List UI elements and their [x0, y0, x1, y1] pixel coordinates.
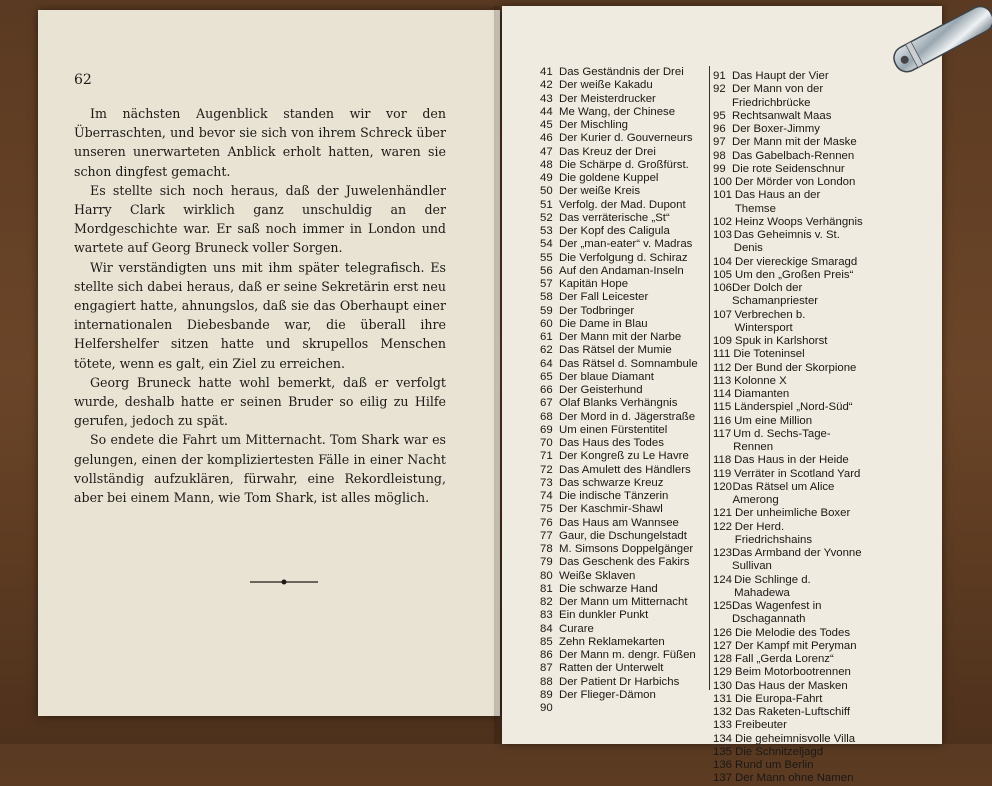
list-item: [540, 397, 710, 410]
list-item-number: 99: [713, 162, 726, 175]
list-item: [540, 278, 710, 291]
list-item-title: Die indische Tänzerin: [559, 490, 669, 502]
list-item-number: 49: [540, 172, 553, 184]
list-item: [540, 623, 710, 636]
list-item-number: 78: [540, 543, 553, 555]
list-item-title: Der Kopf des Caligula: [559, 225, 670, 237]
list-item-title: Die schwarze Hand: [559, 582, 658, 595]
column-divider: [709, 66, 710, 690]
list-item: [540, 159, 710, 172]
list-item-number: 103: [713, 229, 733, 241]
list-item-number: 118: [713, 454, 732, 467]
list-item-number: 120: [713, 480, 733, 493]
list-item-title: Der Mann mit der Maske: [732, 136, 857, 149]
list-item-title: Auf den Andaman-Inseln: [559, 264, 684, 277]
list-item-number: 116: [713, 414, 732, 427]
list-item-title: Das Rätsel d. Somnambule: [559, 357, 698, 370]
list-item: [540, 437, 710, 450]
list-item: [713, 348, 863, 361]
list-item-number: 60: [540, 317, 553, 330]
list-item-title: Curare: [559, 622, 594, 635]
paragraph: Es stellte sich noch heraus, daß der Juwelenhändler Harry Clark wirklich ganz unschuldig an der Mordgeschichte war. Er saß noch immer in London und wartete auf Georg Bruneck voller Sorgen.: [74, 182, 446, 256]
list-item: [713, 521, 863, 548]
list-item-title: Der Geisterhund: [559, 384, 643, 396]
list-item-title: Verbrechen b. Wintersport: [734, 308, 806, 334]
list-item: [713, 176, 863, 189]
list-item-number: 100: [713, 176, 733, 188]
list-item-title: Der viereckige Smaragd: [735, 255, 858, 268]
list-item-title: Das Amulett des Händlers: [559, 463, 691, 476]
list-item-number: 95: [713, 109, 726, 122]
list-item-number: 61: [540, 331, 553, 343]
list-item: [540, 212, 710, 225]
list-item-title: Ein dunkler Punkt: [559, 609, 649, 622]
list-item-number: 92: [713, 83, 726, 96]
list-item-number: 58: [540, 291, 553, 304]
list-item-number: 74: [540, 490, 553, 502]
list-item: [540, 305, 710, 318]
list-item-number: 130: [713, 679, 733, 692]
list-item-title: Der Dolch der Schamanpriester: [732, 282, 819, 308]
list-item-title: Das schwarze Kreuz: [559, 476, 664, 489]
list-item-title: Rechtsanwalt Maas: [732, 109, 832, 122]
list-item-number: 77: [540, 529, 553, 542]
list-item-title: Die Schlinge d. Mahadewa: [734, 573, 811, 599]
list-item-title: Diamanten: [734, 388, 790, 400]
list-item-title: Der Herd. Friedrichshains: [734, 520, 813, 546]
list-item-title: Der Meisterdrucker: [559, 92, 656, 105]
list-item-title: Die geheimnisvolle Villa: [735, 732, 856, 745]
list-item-title: Um einen Fürstentitel: [559, 423, 668, 436]
list-item-title: Das Kreuz der Drei: [559, 145, 656, 158]
list-item: [713, 719, 863, 732]
list-item: [540, 596, 710, 609]
list-item-title: Der weiße Kakadu: [559, 79, 653, 92]
list-item: [713, 335, 863, 348]
list-item: [540, 291, 710, 304]
list-item: [713, 574, 863, 601]
list-item: [540, 66, 710, 79]
list-item-title: Ratten der Unterwelt: [559, 662, 664, 675]
list-item-title: Der Mischling: [559, 119, 628, 131]
list-item-number: 115: [713, 401, 732, 414]
list-item-title: Gaur, die Dschungelstadt: [559, 529, 687, 542]
list-item-title: Die Dame in Blau: [559, 317, 648, 330]
list-item-title: Das Raketen-Luftschiff: [735, 706, 851, 718]
list-item-number: 112: [713, 361, 732, 374]
list-item: [540, 371, 710, 384]
list-item: [540, 490, 710, 503]
list-item: [713, 256, 863, 269]
list-item-title: Verräter in Scotland Yard: [734, 467, 861, 480]
list-item-title: Der Boxer-Jimmy: [732, 123, 820, 135]
list-item-number: 45: [540, 119, 553, 131]
list-item: [540, 172, 710, 185]
list-item-number: 122: [713, 520, 733, 533]
list-item-title: Der Kaschmir-Shawl: [559, 503, 663, 516]
list-item: [713, 83, 863, 110]
list-item-number: 106: [713, 282, 733, 294]
list-item-title: Verfolg. der Mad. Dupont: [559, 198, 686, 211]
list-item: [540, 570, 710, 583]
list-item-number: 80: [540, 569, 553, 582]
list-item-number: 111: [713, 348, 731, 361]
list-item: [713, 706, 863, 719]
paragraph: Wir verständigten uns mit ihm später telegrafisch. Es stellte sich dabei heraus, daß er seine Sekretärin erst neu engagiert hatte, ahnungslos, daß sie das Oberhaupt einer internationalen Diebesbande war, die überall ihre Helfershelfer sitzen hatte und skrupellos Menschen tötete, wenn es galt, ein Ziel zu erreichen.: [74, 259, 446, 371]
paragraph: Georg Bruneck hatte wohl bemerkt, daß er verfolgt wurde, deshalb hatte er seinen Bruder so eilig zu Hilfe gerufen, jedoch zu spät.: [74, 374, 446, 429]
list-item: [540, 331, 710, 344]
list-item-title: Das Haupt der Vier: [732, 70, 829, 82]
list-item: [713, 189, 863, 216]
list-item: [713, 163, 863, 176]
list-item-number: 59: [540, 304, 553, 317]
list-item-title: Die Schnitzeljagd: [735, 745, 824, 758]
list-item-number: 75: [540, 503, 553, 516]
list-item: [540, 609, 710, 622]
story-text: [74, 104, 446, 507]
list-item-number: 50: [540, 185, 553, 198]
list-item-number: 125: [713, 600, 733, 612]
list-item: [540, 132, 710, 145]
list-item-number: 82: [540, 596, 553, 608]
list-item: [713, 216, 863, 229]
list-item-title: Der Mann m. dengr. Füßen: [559, 649, 696, 661]
list-item-number: 133: [713, 719, 733, 732]
list-item: [713, 680, 863, 693]
list-item: [540, 106, 710, 119]
list-item-number: 128: [713, 653, 733, 665]
list-item-number: 87: [540, 662, 553, 675]
fountain-pen-icon: [888, 0, 992, 82]
list-item-title: Der Kongreß zu Le Havre: [559, 450, 689, 463]
list-item: [713, 468, 863, 481]
list-item: [540, 265, 710, 278]
list-item-number: 76: [540, 516, 553, 529]
list-item-title: Der „man-eater“ v. Madras: [559, 238, 693, 251]
list-item-number: 79: [540, 556, 553, 569]
list-item: [713, 136, 863, 149]
list-item-number: 42: [540, 79, 553, 92]
list-item: [540, 517, 710, 530]
list-item-title: Olaf Blanks Verhängnis: [559, 397, 678, 410]
paragraph: So endete die Fahrt um Mitternacht. Tom Shark war es gelungen, einen der kompliziertesten Fälle in einer Nacht vollständig aufzuklären, fürwahr, eine Rekordleistung, aber bei einem Mann, wie Tom Shark, ist alles möglich.: [74, 432, 446, 506]
list-item: [540, 662, 710, 675]
list-item-number: 86: [540, 649, 553, 661]
list-item-number: 62: [540, 344, 553, 357]
list-item-number: 43: [540, 92, 553, 105]
list-item-title: Der Patient Dr Harbichs: [559, 675, 680, 688]
list-item-title: Der Flieger-Dämon: [559, 688, 656, 701]
divider-ornament-icon: [250, 578, 318, 586]
title-list-column-1: [540, 66, 710, 715]
list-item: [540, 689, 710, 702]
list-item-number: 88: [540, 675, 553, 688]
list-item: [713, 507, 863, 520]
list-item-number: 101: [713, 189, 733, 202]
list-item-title: Die rote Seidenschnur: [732, 162, 845, 175]
list-item-number: 134: [713, 732, 733, 745]
list-item-number: 70: [540, 437, 553, 449]
list-item-number: 137: [713, 772, 733, 785]
list-item-number: 136: [713, 759, 733, 771]
list-item-number: 66: [540, 384, 553, 396]
list-item-title: Der weiße Kreis: [559, 185, 641, 198]
list-item-title: Zehn Reklamekarten: [559, 635, 665, 648]
list-item: [713, 746, 863, 759]
list-item-title: Der unheimliche Boxer: [735, 507, 851, 520]
list-item-title: Kolonne X: [734, 374, 787, 387]
list-item-number: 105: [713, 268, 733, 281]
list-item: [540, 238, 710, 251]
list-item-title: Das verräterische „St“: [559, 211, 670, 224]
list-item-title: Das Haus in der Heide: [734, 454, 849, 467]
list-item-title: Der Mörder von London: [735, 176, 856, 188]
list-item: [540, 318, 710, 331]
list-item: [713, 428, 863, 455]
list-item: [540, 464, 710, 477]
list-item-title: Das Haus des Todes: [559, 437, 664, 449]
list-item-title: Die Toteninsel: [733, 348, 805, 361]
paragraph: Im nächsten Augenblick standen wir vor den Überraschten, und bevor sie sich von ihrem Schreck über unseren unerwarteten Anblick erholt hatten, waren sie schon dingfest gemacht.: [74, 106, 446, 179]
list-item: [540, 79, 710, 92]
title-list-column-2: [713, 70, 863, 786]
list-item-title: Freibeuter: [735, 719, 787, 732]
list-item-title: Rund um Berlin: [735, 759, 814, 771]
list-item-title: Der Kurier d. Gouverneurs: [559, 132, 693, 145]
list-item-title: Me Wang, der Chinese: [559, 105, 676, 118]
list-item: [713, 481, 863, 508]
list-item-number: 90: [540, 702, 553, 714]
list-item-title: Das Wagenfest in Dschagannath: [732, 600, 822, 626]
list-item-number: 57: [540, 278, 553, 290]
list-item-number: 53: [540, 225, 553, 237]
list-item: [713, 362, 863, 375]
list-item-title: Das Haus an der Themse: [734, 189, 821, 215]
list-item-number: 96: [713, 123, 726, 135]
list-item-number: 89: [540, 688, 553, 701]
list-item: [540, 543, 710, 556]
list-item-title: Um eine Million: [734, 414, 813, 427]
list-item-title: Das Rätsel um Alice Amerong: [732, 480, 835, 506]
list-item: [540, 530, 710, 543]
list-item: [540, 252, 710, 265]
list-item: [540, 384, 710, 397]
list-item: [540, 556, 710, 569]
list-item: [540, 702, 710, 715]
list-item-number: 73: [540, 476, 553, 489]
list-item: [713, 375, 863, 388]
list-item-number: 124: [713, 573, 733, 586]
list-item-number: 69: [540, 423, 553, 436]
list-item: [713, 415, 863, 428]
list-item-number: 64: [540, 357, 553, 370]
list-item-title: Das Geständnis der Drei: [559, 66, 684, 78]
list-item-title: Das Armband der Yvonne Sullivan: [732, 547, 862, 573]
list-item-title: Das Haus am Wannsee: [559, 516, 679, 529]
list-item-title: Fall „Gerda Lorenz“: [735, 653, 834, 665]
list-item-number: 71: [540, 450, 553, 463]
list-item-title: Der Bund der Skorpione: [734, 361, 857, 374]
list-item: [713, 547, 863, 574]
list-item: [540, 649, 710, 662]
list-item-number: 107: [713, 308, 733, 321]
list-item-number: 51: [540, 198, 553, 211]
list-item-number: 121: [713, 507, 733, 520]
list-item: [713, 110, 863, 123]
list-item-number: 52: [540, 211, 553, 224]
list-item: [540, 411, 710, 424]
list-item-title: Kapitän Hope: [559, 278, 629, 290]
list-item: [713, 282, 863, 309]
list-item-title: Das Gabelbach-Rennen: [732, 149, 855, 162]
list-item: [713, 772, 863, 785]
list-item-title: Das Geschenk des Fakirs: [559, 556, 690, 569]
list-item-title: Um den „Großen Preis“: [735, 268, 854, 281]
list-item-title: Um d. Sechs-Tage-Rennen: [733, 427, 831, 453]
list-item-number: 85: [540, 635, 553, 648]
list-item-number: 131: [713, 692, 733, 705]
list-item: [713, 693, 863, 706]
list-item-title: Der Todbringer: [559, 304, 635, 317]
list-item-title: Beim Motorbootrennen: [735, 666, 851, 679]
list-item-title: Heinz Woops Verhängnis: [735, 215, 863, 228]
list-item-number: 83: [540, 609, 553, 622]
list-item-title: Die Verfolgung d. Schiraz: [559, 251, 688, 264]
list-item-title: Der Mann von der Friedrichbrücke: [732, 83, 824, 109]
list-item-number: 84: [540, 622, 553, 635]
list-item-number: 68: [540, 410, 553, 423]
list-item-number: 113: [713, 374, 732, 387]
list-item: [713, 123, 863, 136]
list-item: [540, 450, 710, 463]
list-item-title: Die Melodie des Todes: [735, 626, 851, 639]
list-item: [540, 344, 710, 357]
list-item: [713, 309, 863, 336]
list-item-title: Der Kampf mit Peryman: [735, 639, 857, 652]
list-item-number: 54: [540, 238, 553, 251]
list-item-title: Weiße Sklaven: [559, 569, 636, 582]
list-item-title: Der Fall Leicester: [559, 291, 649, 304]
list-item-number: 132: [713, 706, 733, 718]
list-item-number: 117: [713, 427, 732, 440]
list-item-number: 44: [540, 105, 553, 118]
list-item-number: 102: [713, 215, 733, 228]
list-item: [540, 636, 710, 649]
list-item-title: Das Rätsel der Mumie: [559, 344, 672, 357]
list-item-title: Der blaue Diamant: [559, 370, 654, 383]
list-item: [713, 70, 863, 83]
list-item-number: 98: [713, 149, 726, 162]
list-item-title: Spuk in Karlshorst: [735, 335, 828, 347]
list-item-number: 135: [713, 745, 733, 758]
list-item-title: Der Mann um Mitternacht: [559, 596, 688, 608]
list-item: [540, 146, 710, 159]
list-item-title: Die goldene Kuppel: [559, 172, 659, 184]
list-item: [713, 388, 863, 401]
list-item-number: 67: [540, 397, 553, 410]
list-item: [713, 401, 863, 414]
list-item: [713, 454, 863, 467]
list-item-number: 55: [540, 251, 553, 264]
list-item-title: Der Mann mit der Narbe: [559, 331, 682, 343]
list-item: [540, 676, 710, 689]
list-item: [713, 600, 863, 627]
list-item-number: 47: [540, 145, 553, 158]
list-item-number: 104: [713, 255, 733, 268]
list-item: [540, 199, 710, 212]
list-item: [713, 666, 863, 679]
list-item: [540, 225, 710, 238]
list-item: [713, 627, 863, 640]
list-item: [540, 424, 710, 437]
list-item-number: 114: [713, 388, 732, 400]
list-item: [540, 93, 710, 106]
list-item: [540, 583, 710, 596]
list-item-title: Die Schärpe d. Großfürst.: [559, 158, 689, 171]
list-item: [713, 229, 863, 256]
list-item-title: Der Mann ohne Namen: [735, 772, 854, 785]
list-item-number: 97: [713, 136, 726, 149]
list-item-number: 129: [713, 666, 733, 679]
list-item: [713, 640, 863, 653]
list-item: [713, 759, 863, 772]
list-item-number: 91: [713, 70, 726, 82]
list-item: [713, 150, 863, 163]
list-item-title: Das Geheimnis v. St. Denis: [733, 229, 840, 255]
list-item-number: 127: [713, 639, 733, 652]
list-item: [540, 358, 710, 371]
list-item: [540, 503, 710, 516]
list-item: [540, 185, 710, 198]
list-item-number: 56: [540, 264, 553, 277]
page-number: 62: [74, 72, 92, 88]
list-item: [540, 477, 710, 490]
list-item-number: 109: [713, 335, 733, 347]
list-item-number: 126: [713, 626, 733, 639]
list-item-number: 72: [540, 463, 553, 476]
list-item: [713, 269, 863, 282]
list-item-title: Die Europa-Fahrt: [735, 692, 823, 705]
list-item-title: Der Mord in d. Jägerstraße: [559, 410, 696, 423]
list-item-title: M. Simsons Doppelgänger: [559, 543, 694, 555]
book-spine: [494, 6, 508, 744]
list-item-number: 46: [540, 132, 553, 145]
list-item-number: 119: [713, 467, 732, 480]
list-item: [540, 119, 710, 132]
list-item-number: 41: [540, 66, 553, 78]
list-item-title: Länderspiel „Nord-Süd“: [734, 401, 853, 414]
list-item-number: 81: [540, 582, 553, 595]
list-item-number: 65: [540, 370, 553, 383]
list-item-number: 48: [540, 158, 553, 171]
list-item: [713, 653, 863, 666]
list-item-title: Das Haus der Masken: [735, 679, 848, 692]
list-item-number: 123: [713, 547, 733, 559]
